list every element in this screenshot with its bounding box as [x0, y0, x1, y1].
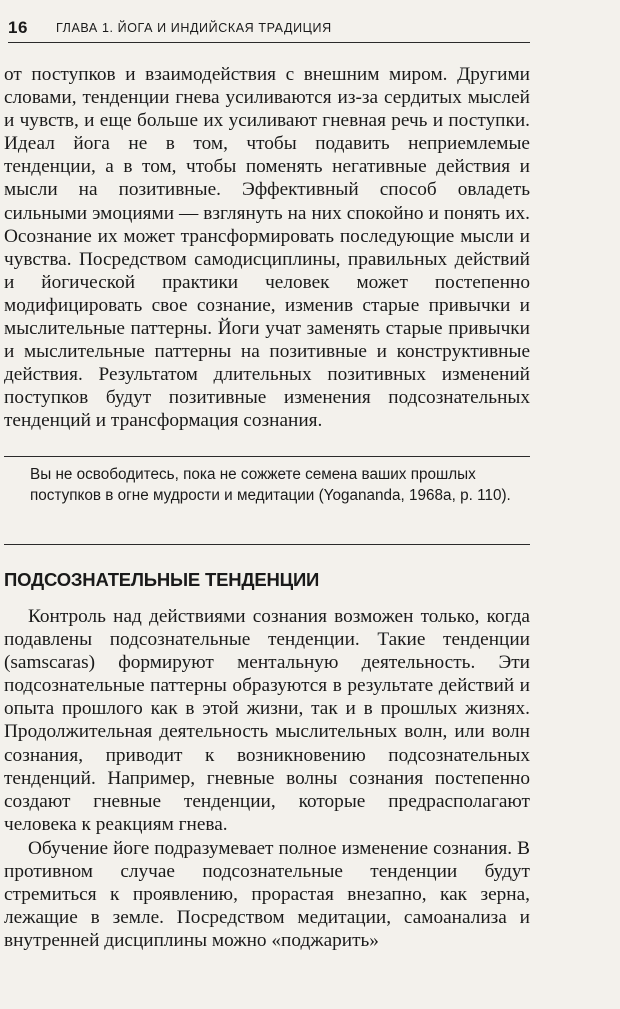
section-heading: ПОДСОЗНАТЕЛЬНЫЕ ТЕНДЕНЦИИ [4, 569, 320, 590]
running-head [8, 18, 530, 43]
page-number: 16 [8, 18, 28, 37]
section-paragraph: Обучение йоге подразумевает полное изменение сознания. В противном случае подсознательные тенденции будут стремиться к проявлению, прорастая внезапно, как зерна, лежащие в земле. Посредством медитации, самоанализа и внутренней дисциплины можно «поджарить» [4, 838, 530, 952]
section-paragraph: Контроль над действиями сознания возможен только, когда подавлены подсознательные тенденции. Такие тенденции (samscaras) формируют ментальную деятельность. Эти подсознательные паттерны образуются в результате действий и опыта прошлого как в этой жизни, так и в прошлых жизнях. Продолжительная деятельность мыслительных волн, или волн сознания, приводит к возникновению подсознательных тенденций. Например, гневные волны сознания постепенно создают гневные тенденции, которые предрасполагают человека к реакциям гнева. [4, 606, 530, 835]
body-paragraph: от поступков и взаимодействия с внешним миром. Другими словами, тенденции гнева усиливаются из-за сердитых мыслей и чувств, и еще больше их усиливают гневная речь и поступки. Идеал йога не в том, чтобы подавить неприемлемые тенденции, а в том, чтобы поменять негативные действия и мысли на позитивные. Эффективный способ овладеть сильными эмоциями — взглянуть на них спокойно и понять их. Осознание их может трансформировать последующие мысли и чувства. Посредством самодисциплины, правильных действий и йогической практики человек может постепенно модифицировать свое сознание, изменив старые привычки и мыслительные паттерны. Йоги учат заменять старые привычки и мыслительные паттерны на позитивные и конструктивные действия. Результатом длительных позитивных изменений поступков будут позитивные изменения подсознательных тенденций и трансформация сознания. [4, 64, 530, 432]
epigraph-box [4, 456, 530, 545]
chapter-title: ГЛАВА 1. ЙОГА И ИНДИЙСКАЯ ТРАДИЦИЯ [56, 21, 332, 35]
epigraph-quote: Вы не освободитесь, пока не сожжете семена ваших прошлых поступков в огне мудрости и медитации (Yogananda, 1968a, p. 110). [30, 466, 511, 504]
